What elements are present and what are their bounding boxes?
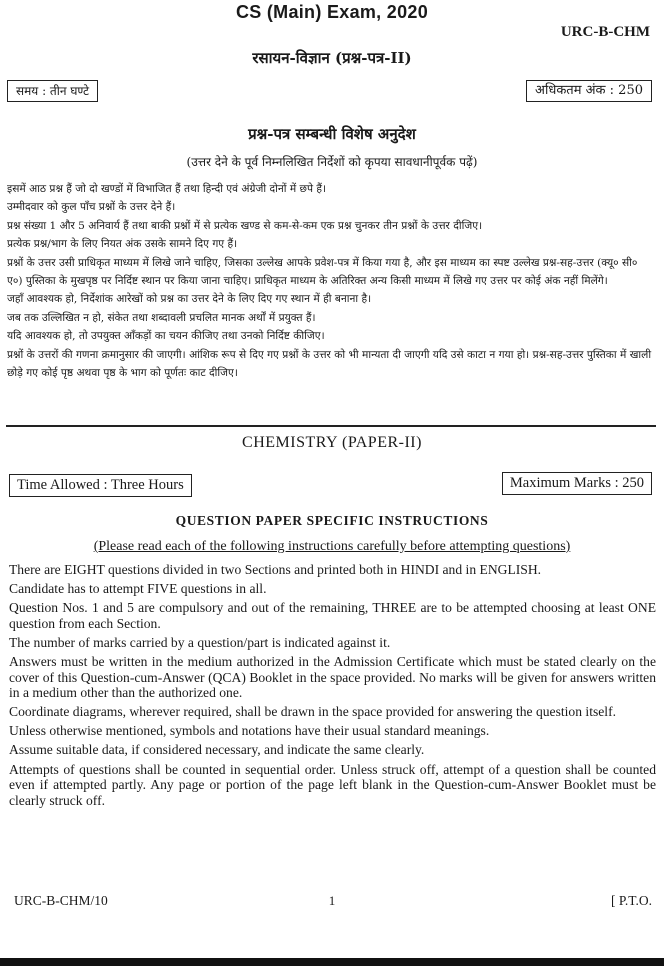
- time-box-hindi: समय : तीन घण्टे: [7, 80, 98, 102]
- scan-edge-bar: [0, 958, 664, 966]
- instruction-item-english: Attempts of questions shall be counted in sequential order. Unless struck off, attempt of a question shall be counted even if attempted partly. Any page or portion of the page left blank in the Question-cum-Answer Booklet must be clearly struck off.: [9, 761, 656, 808]
- instructions-heading-english: QUESTION PAPER SPECIFIC INSTRUCTIONS: [175, 513, 489, 528]
- instruction-item-english: Assume suitable data, if considered necessary, and indicate the same clearly.: [9, 742, 425, 758]
- marks-box-english: Maximum Marks : 250: [502, 472, 652, 495]
- instructions-list-hindi: [7, 180, 656, 382]
- instruction-item-hindi: यदि आवश्यक हो, तो उपयुक्त आँकड़ों का चयन कीजिए तथा उनको निर्दिष्ट कीजिए।: [7, 330, 325, 343]
- exam-title: CS (Main) Exam, 2020: [235, 2, 429, 22]
- instruction-item-english: Answers must be written in the medium authorized in the Admission Certificate which must be stated clearly on the cover of this Question-cum-Answer (QCA) Booklet in the space provided. No marks will be given for answers written in a medium other than the authorized one.: [9, 653, 656, 701]
- footer-paper-code: URC-B-CHM/10: [14, 893, 108, 908]
- instruction-item-english: Question Nos. 1 and 5 are compulsory and out of the remaining, THREE are to be attempted choosing at least ONE question from each Section.: [9, 600, 656, 631]
- instruction-item-hindi: प्रत्येक प्रश्न/भाग के लिए नियत अंक उसके सामने दिए गए हैं।: [7, 238, 238, 251]
- instruction-item-english: Candidate has to attempt FIVE questions in all.: [9, 581, 267, 597]
- instruction-item-hindi: जब तक उल्लिखित न हो, संकेत तथा शब्दावली प्रचलित मानक अर्थों में प्रयुक्त हैं।: [7, 311, 316, 324]
- instructions-subheading-hindi: (उत्तर देने के पूर्व निम्नलिखित निर्देशों को कृपया सावधानीपूर्वक पढ़ें): [186, 155, 478, 169]
- instruction-item-hindi: प्रश्न संख्या 1 और 5 अनिवार्य हैं तथा बाकी प्रश्नों में से प्रत्येक खण्ड से कम-से-कम एक प्रश्न चुनकर तीन प्रश्नों के उत्तर दीजिए।: [7, 219, 483, 232]
- instruction-item-english: Unless otherwise mentioned, symbols and notations have their usual standard meanings.: [9, 723, 490, 739]
- subject-title-english: CHEMISTRY (PAPER-II): [242, 434, 422, 451]
- instructions-heading-hindi: प्रश्न-पत्र सम्बन्धी विशेष अनुदेश: [248, 125, 416, 143]
- instructions-subheading-english: (Please read each of the following instructions carefully before attempting questions): [93, 539, 571, 554]
- instruction-item-hindi: इसमें आठ प्रश्न हैं जो दो खण्डों में विभाजित हैं तथा हिन्दी एवं अंग्रेजी दोनों में छपे हैं।: [7, 183, 326, 195]
- subject-title-hindi: रसायन-विज्ञान (प्रश्न-पत्र-II): [252, 49, 412, 67]
- footer-pto: [ P.T.O.: [610, 893, 652, 908]
- paper-code: URC-B-CHM: [560, 24, 650, 40]
- instruction-item-hindi: जहाँ आवश्यक हो, निर्देशांक आरेखों को प्रश्न का उत्तर देने के लिए दिए गए स्थान में ही बनाना है।: [7, 293, 372, 306]
- instruction-item-english: Coordinate diagrams, wherever required, shall be drawn in the space provided for answering the question itself.: [9, 704, 616, 720]
- instruction-item-hindi: उम्मीदवार को कुल पाँच प्रश्नों के उत्तर देने हैं।: [7, 201, 176, 214]
- instruction-item-english: There are EIGHT questions divided in two Sections and printed both in HINDI and in ENGLISH.: [9, 562, 542, 577]
- instructions-list-english: [9, 562, 656, 812]
- instruction-item-hindi: प्रश्नों के उत्तरों की गणना क्रमानुसार की जाएगी। आंशिक रूप से दिए गए प्रश्नों के उत्तर को भी मान्यता दी जाएगी यदि उसे काटा न गया हो। प्रश्न-सह-उत्तर पुस्तिका में खाली छोड़े गए कोई पृष्ठ अथवा पृष्ठ के भाग को पूर्णतः काट दीजिए।: [7, 348, 652, 380]
- footer-page-number: 1: [328, 893, 336, 908]
- marks-box-hindi: अधिकतम अंक : 250: [526, 80, 652, 102]
- instruction-item-hindi: प्रश्नों के उत्तर उसी प्राधिकृत माध्यम में लिखे जाने चाहिए, जिसका उल्लेख आपके प्रवेश-पत्र में किया गया है, और इस माध्यम का स्पष्ट उल्लेख प्रश्न-सह-उत्तर (क्यू० सी० ए०) पुस्तिका के मुखपृष्ठ पर निर्दिष्ट स्थान पर किया जाना चाहिए। प्राधिकृत माध्यम के अतिरिक्त अन्य किसी माध्यम में लिखे गए उत्तर पर कोई अंक नहीं मिलेंगे।: [7, 256, 638, 288]
- instruction-item-english: The number of marks carried by a question/part is indicated against it.: [9, 634, 391, 650]
- time-box-english: Time Allowed : Three Hours: [9, 474, 192, 497]
- section-divider: [6, 425, 656, 427]
